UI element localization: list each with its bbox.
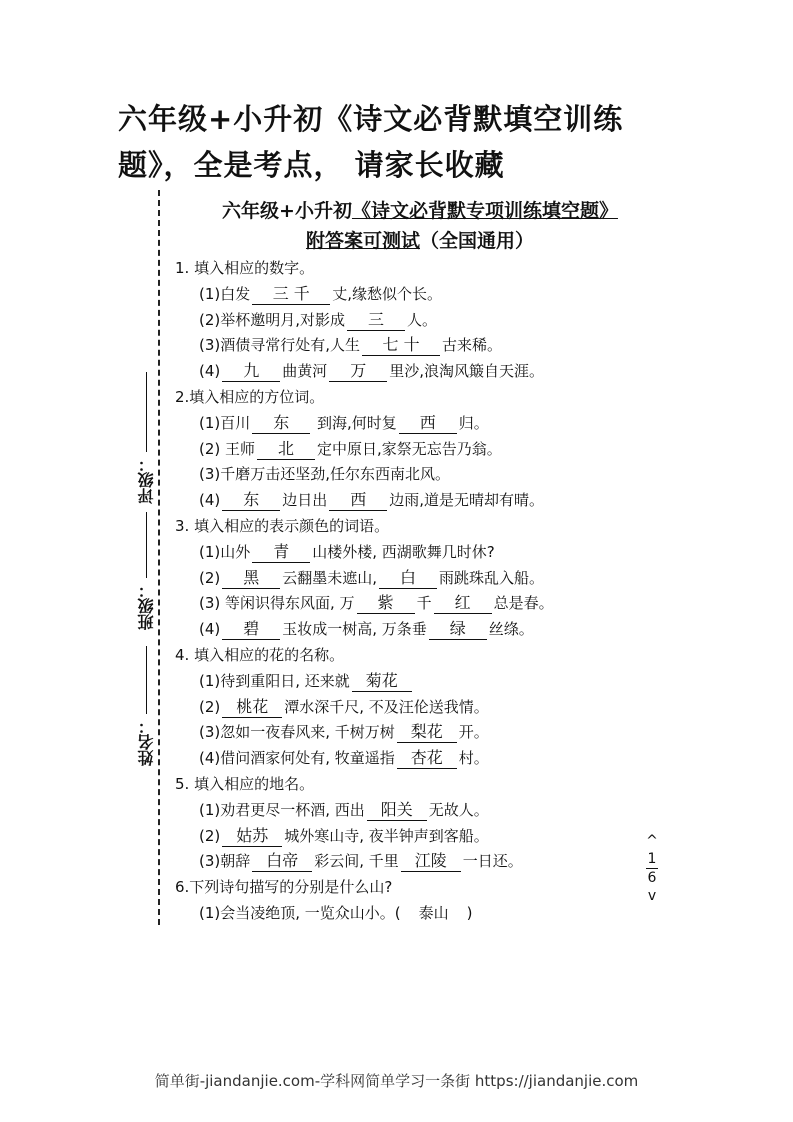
question-text: 总是春。: [493, 594, 554, 613]
answer-blank[interactable]: 西: [399, 413, 457, 434]
answer-blank[interactable]: 白: [379, 568, 437, 589]
question-item: [175, 488, 695, 514]
question-text: 雨跳珠乱入船。: [439, 568, 545, 587]
question-text: 村。: [458, 749, 489, 768]
question-text: 边日出: [282, 491, 328, 510]
question-text: 边雨,道是无晴却有晴。: [389, 491, 545, 510]
question-text: 潭水深千尺, 不及汪伦送我情。: [284, 697, 489, 716]
question-text: 山楼外楼, 西湖歌舞几时休?: [312, 542, 495, 561]
answer-blank[interactable]: 北: [257, 439, 315, 460]
question-text: (2)举杯邀明月,对影成: [199, 310, 346, 329]
page-total: 6: [647, 870, 657, 886]
section-heading: 1. 填入相应的数字。: [175, 259, 315, 277]
question-text: 一日还。: [462, 852, 523, 871]
question-text: (4): [199, 620, 221, 639]
question-text: (4)借问酒家何处有, 牧童遥指: [199, 749, 395, 768]
answer-blank[interactable]: 九: [222, 361, 280, 382]
answer-blank[interactable]: 西: [329, 490, 387, 511]
question-text: (1)白发: [199, 284, 251, 303]
section-heading: 6.下列诗句描写的分别是什么山?: [175, 878, 393, 897]
title-prefix: 六年级+小升初: [222, 200, 352, 222]
question-text: 归。: [458, 413, 489, 432]
class-blank: [146, 512, 147, 578]
section-heading: 4. 填入相应的花的名称。: [175, 645, 345, 664]
question-text: (3)酒债寻常行处有,人生: [199, 336, 361, 355]
question-text: 曲黄河: [282, 362, 328, 381]
pager: [640, 832, 664, 905]
question-item: [175, 669, 695, 695]
question-item: [175, 308, 695, 334]
answer-blank[interactable]: 菊花: [352, 671, 412, 692]
question-text: (2) 王师: [199, 439, 256, 458]
page-down-icon[interactable]: v: [647, 888, 657, 904]
question-item: [175, 566, 695, 592]
answer-blank[interactable]: 绿: [429, 619, 487, 640]
answer-blank[interactable]: 三 千: [252, 284, 330, 305]
question-text: 里沙,浪淘风簸自天涯。: [389, 362, 545, 381]
question-item: [175, 282, 695, 308]
answer-blank[interactable]: 黑: [222, 568, 280, 589]
name-label: 姓名：: [137, 718, 156, 766]
question-text: (1)待到重阳日, 还来就: [199, 671, 350, 690]
question-text: 开。: [458, 723, 489, 742]
name-blank: [146, 646, 147, 714]
question-text: (2): [199, 697, 221, 716]
answer-blank[interactable]: 七 十: [362, 335, 440, 356]
question-item: [175, 437, 695, 463]
question-item: [175, 540, 695, 566]
question-item: [175, 798, 695, 824]
answer-blank[interactable]: 东: [222, 490, 280, 511]
title-book: 《诗文必背默专项训练填空题》: [351, 200, 618, 222]
question-text: (3) 等闲识得东风面, 万: [199, 594, 355, 613]
answer-blank[interactable]: 紫: [357, 593, 415, 614]
section-heading: 5. 填入相应的地名。: [175, 774, 315, 793]
class-label: 班级：: [137, 582, 156, 630]
page-current: 1: [647, 851, 657, 867]
question-item: [175, 901, 695, 927]
question-item: [175, 462, 695, 488]
answer-blank[interactable]: 梨花: [397, 722, 457, 743]
question-text: 丈,缘愁似个长。: [332, 284, 443, 303]
question-text: ): [466, 903, 473, 922]
title-subtitle-rest: （全国通用）: [420, 230, 535, 252]
question-item: [175, 333, 695, 359]
answer-blank[interactable]: 青: [252, 542, 310, 563]
answer-blank[interactable]: 阳关: [367, 800, 427, 821]
question-text: 无故人。: [428, 800, 489, 819]
question-text: (3)忽如一夜春风来, 千树万树: [199, 723, 395, 742]
question-text: 云翻墨未遮山,: [282, 568, 378, 587]
answer-blank[interactable]: 杏花: [397, 748, 457, 769]
worksheet-title: [175, 196, 665, 256]
question-text: (2): [199, 568, 221, 587]
question-text: 定中原日,家祭无忘告乃翁。: [317, 439, 502, 458]
question-text: 彩云间, 千里: [314, 852, 399, 871]
question-text: 千: [416, 594, 432, 613]
title-subtitle-underlined: 附答案可测试: [305, 230, 420, 252]
question-text: 丝绦。: [488, 620, 534, 639]
question-text: (2): [199, 826, 221, 845]
question-text: 到海,何时复: [312, 413, 397, 432]
question-item: [175, 849, 695, 875]
answer-blank[interactable]: 江陵: [401, 851, 461, 872]
rating-blank: [146, 372, 147, 452]
answer-text: 泰山: [418, 903, 449, 922]
question-text: (1)劝君更尽一杯酒, 西出: [199, 800, 365, 819]
question-text: 城外寒山寺, 夜半钟声到客船。: [284, 826, 489, 845]
answer-blank[interactable]: 红: [434, 593, 492, 614]
answer-blank[interactable]: 三: [347, 310, 405, 331]
answer-blank[interactable]: 姑苏: [222, 826, 282, 847]
question-item: [175, 591, 695, 617]
question-text: (1)山外: [199, 542, 251, 561]
dotted-binding-line: [158, 190, 160, 925]
question-item: [175, 824, 695, 850]
page-title: 六年级+小升初《诗文必背默填空训练题》，全是考点， 请家长收藏: [118, 102, 624, 182]
footer-watermark: 简单街-jiandanjie.com-学科网简单学习一条街 https://jiandanjie.com: [154, 1072, 639, 1090]
answer-blank[interactable]: 桃花: [222, 697, 282, 718]
question-item: [175, 746, 695, 772]
question-list: [175, 256, 695, 927]
rating-label: 评级：: [137, 456, 156, 504]
section-heading: 3. 填入相应的表示颜色的词语。: [175, 516, 390, 535]
question-text: (1)会当凌绝顶, 一览众山小。(: [199, 903, 401, 922]
question-item: [175, 617, 695, 643]
answer-blank[interactable]: 碧: [222, 619, 280, 640]
question-text: (1)百川: [199, 413, 251, 432]
section-heading: 2.填入相应的方位词。: [175, 387, 325, 406]
question-text: (4): [199, 491, 221, 510]
question-text: (3)朝辞: [199, 852, 251, 871]
question-item: [175, 411, 695, 437]
question-text: (4): [199, 362, 221, 381]
question-text: 古来稀。: [442, 336, 503, 355]
question-text: (3)千磨万击还坚劲,任尔东西南北风。: [199, 465, 451, 484]
answer-blank[interactable]: 万: [329, 361, 387, 382]
question-item: [175, 720, 695, 746]
question-text: 玉妆成一树高, 万条垂: [282, 620, 427, 639]
question-item: [175, 695, 695, 721]
page-up-icon[interactable]: ^: [646, 833, 658, 849]
answer-blank[interactable]: 白帝: [252, 851, 312, 872]
question-item: [175, 359, 695, 385]
answer-blank[interactable]: 东: [252, 413, 310, 434]
question-text: 人。: [407, 310, 438, 329]
